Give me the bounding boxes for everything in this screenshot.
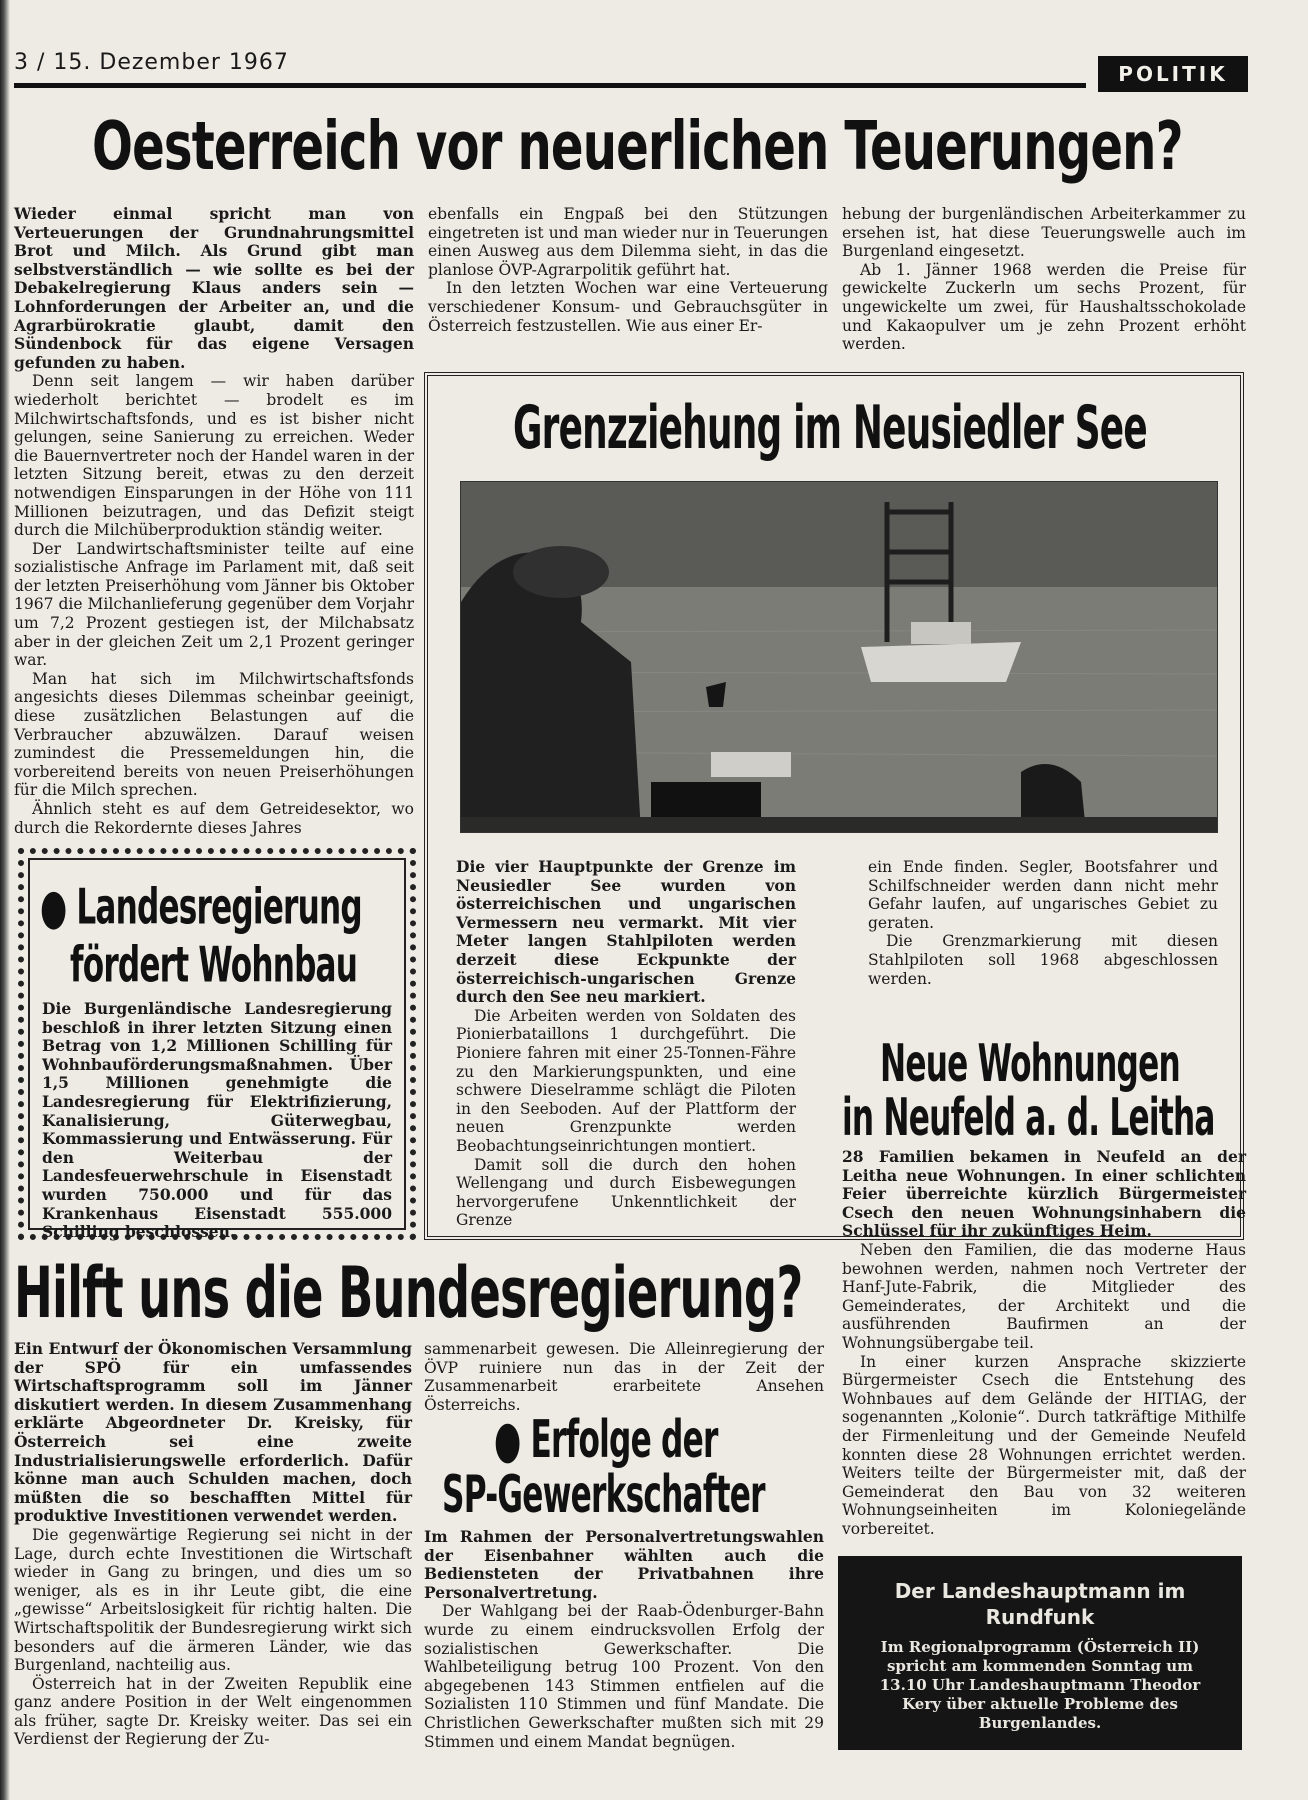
main-article-col2	[428, 205, 828, 335]
border-paragraph: Damit soll die durch den hohen Wellengang und durch Eisbewegungen hervorgerufene Unkenntlichkeit der Grenze	[456, 1155, 796, 1230]
main-paragraph: In den letzten Wochen war eine Verteuerung verschiedener Konsum- und Gebrauchsgüter in Österreich festzustellen. Wie aus einer Er-	[428, 279, 828, 335]
housing-box-text: Die Burgenländische Landesregierung beschloß in ihrer letzten Sitzung einen Betrag von 1,2 Millionen Schilling für Wohnbauförderungsmaßnahmen. Über 1,5 Millionen genehmigte die Landesregierung für Elektrifizierung, Kanalisierung, Güterwegbau, Kommassierung und Entwässerung. Für den Weiterbau der Landesfeuerwehrschule in Eisenstadt wurden 750.000 und für das Krankenhaus Eisenstadt 555.000 Schilling beschlossen.	[42, 999, 392, 1242]
union-headline-1: ● Erfolge der	[494, 1410, 718, 1470]
union-article-body	[424, 1528, 824, 1751]
border-article-col1	[456, 858, 796, 1230]
border-article-headline: Grenzziehung im Neusiedler See	[513, 392, 1147, 463]
neufeld-headline-2: in Neufeld a. d. Leitha	[842, 1088, 1215, 1148]
page-binding-shadow	[0, 0, 10, 1800]
main-lead-paragraph: Wieder einmal spricht man von Verteuerungen der Grundnahrungsmittel Brot und Milch. Als Grund gibt man selbstverständlich — wie sollte es bei der Debakelregierung Klaus anders sein — Lohnforderungen der Arbeiter an, und die Agrarbürokratie glaubt, damit den Sündenbock für das eigene Versagen gefunden zu haben.	[14, 204, 414, 372]
main-paragraph: Der Landwirtschaftsminister teilte auf eine sozialistische Anfrage im Parlament mit, daß seit der letzten Preiserhöhung vom Jänner bis Oktober 1967 die Milchanlieferung gegenüber dem Vorjahr um 7,2 Prozent gestiegen ist, der Milchabsatz aber in der gleichen Zeit um 2,1 Prozent geringer war.	[14, 539, 414, 670]
neufeld-article-body	[842, 1148, 1246, 1538]
header-rule	[14, 83, 1086, 88]
union-paragraph: Der Wahlgang bei der Raab-Ödenburger-Bahn wurde zu einem eindrucksvollen Erfolg der sozialistischen Gewerkschafter. Die Wahlbeteiligung betrug 100 Prozent. Von den abgegebenen 143 Stimmen entfielen auf die Sozialisten 110 Stimmen und fünf Mandate. Die Christlichen Gewerkschafter mußten sich mit 29 Stimmen und einem Mandat begnügen.	[424, 1602, 824, 1751]
federal-paragraph: Österreich hat in der Zweiten Republik eine ganz andere Position in der Welt eingenommen als früher, sagte Dr. Kreisky weiter. Das sei ein Verdienst der Regierung der Zu-	[14, 1674, 412, 1749]
border-lead-paragraph: Die vier Hauptpunkte der Grenze im Neusiedler See wurden von österreichischen und ungarischen Vermessern neu vermarkt. Mit vier Meter langen Stahlpiloten werden derzeit diese Eckpunkte der österreichisch-ungarischen Grenze durch den See neu markiert.	[456, 857, 796, 1007]
federal-article-col2	[424, 1340, 824, 1414]
border-paragraph: Die Grenzmarkierung mit diesen Stahlpiloten soll 1968 abgeschlossen werden.	[868, 932, 1218, 988]
union-lead-paragraph: Im Rahmen der Personalvertretungswahlen der Eisenbahner wählten auch die Bediensteten der Privatbahnen ihre Personalvertretung.	[424, 1527, 824, 1602]
housing-box-headline-2: fördert Wohnbau	[70, 936, 358, 994]
border-photo-image	[461, 482, 1217, 832]
border-paragraph: Die Arbeiten werden von Soldaten des Pionierbataillons 1 durchgeführt. Die Pioniere fahren mit einer 25-Tonnen-Fähre zu den Markierungspunkten, und eine schwere Dieselramme schlägt die Piloten in den Seeboden. Auf der Plattform der neuen Grenzpunkte werden Beobachtungseinrichtungen montiert.	[456, 1006, 796, 1155]
radio-box-title-1: Der Landeshauptmann im	[894, 1579, 1186, 1603]
federal-lead-paragraph: Ein Entwurf der Ökonomischen Versammlung der SPÖ für ein umfassendes Wirtschaftsprogramm soll im Jänner diskutiert werden. In diesem Zusammenhang erklärte Abgeordneter Dr. Kreisky, für Österreich sei eine zweite Industrialisierungswelle erforderlich. Dafür könne man auch Schulden machen, doch müßten die so beschafften Mittel für produktive Investitionen verwendet werden.	[14, 1339, 412, 1526]
main-article-col1	[14, 205, 414, 837]
union-headline-2: SP-Gewerkschafter	[442, 1465, 765, 1525]
main-paragraph: Denn seit langem — wir haben darüber wiederholt berichtet — brodelt es im Milchwirtschaftsfonds, und es ist bisher nicht gelungen, seine Sanierung zu erreichen. Weder die Bauernvertreter noch der Handel waren in der letzten Sitzung bereit, etwas zu den derzeit notwendigen Einsparungen in der Höhe von 111 Millionen beizutragen, und das Defizit steigt durch die Milchüberproduktion ständig weiter.	[14, 372, 414, 540]
main-paragraph: ebenfalls ein Engpaß bei den Stützungen eingetreten ist und man wieder nur in Teuerungen einen Ausweg aus dem Dilemma sieht, in das die planlose ÖVP-Agrarpolitik geführt hat.	[428, 205, 828, 279]
main-article-col3	[842, 205, 1246, 354]
federal-article-col1	[14, 1340, 412, 1749]
main-paragraph: Ähnlich steht es auf dem Getreidesektor, wo durch die Rekordernte dieses Jahres	[14, 800, 414, 837]
radio-box-body: Im Regionalprogramm (Österreich II) spricht am kommenden Sonntag um 13.10 Uhr Landeshauptmann Theodor Kery über aktuelle Probleme des Burgenlandes.	[879, 1638, 1201, 1732]
main-paragraph: Man hat sich im Milchwirtschaftsfonds angesichts dieses Dilemmas scheinbar geeinigt, diese zusätzlichen Belastungen auf die Verbraucher abzuwälzen. Darauf weisen zumindest die Pressemeldungen hin, die vorbereitend bereits von neuen Preiserhöhungen für die Milch sprechen.	[14, 669, 414, 800]
neufeld-paragraph: In einer kurzen Ansprache skizzierte Bürgermeister Csech die Entstehung des Wohnbaues auf dem Gelände der HITIAG, der sogenannten „Kolonie“. Durch tatkräftige Mithilfe der Firmenleitung und der Gemeinde Neufeld konnten diese 28 Wohnungen errichtet werden. Weiters teilte der Bürgermeister mit, daß der Gemeinderat den Bau von 32 weiteren Wohnungseinheiten im Koloniegelände vorbereitet.	[842, 1352, 1246, 1538]
main-headline: Oesterreich vor neuerlichen Teuerungen?	[92, 108, 1183, 186]
neufeld-lead-paragraph: 28 Familien bekamen in Neufeld an der Leitha neue Wohnungen. In einer schlichten Feier überreichte kürzlich Bürgermeister Csech den neuen Wohnungsinhabern die Schlüssel für ihr zukünftiges Heim.	[842, 1147, 1246, 1241]
neufeld-paragraph: Neben den Familien, die das moderne Haus bewohnen werden, nahmen noch Vertreter der Hanf-Jute-Fabrik, die Mitglieder des Gemeinderates, der Architekt und die ausführenden Baufirmen an der Wohnungsübergabe teil.	[842, 1240, 1246, 1352]
housing-box-headline-1: ● Landesregierung	[40, 878, 362, 936]
radio-box	[838, 1556, 1242, 1750]
federal-paragraph: sammenarbeit gewesen. Die Alleinregierung der ÖVP ruiniere nun das in der Zeit der Zusammenarbeit erarbeitete Ansehen Österreichs.	[424, 1340, 824, 1414]
border-article-col2	[868, 858, 1218, 988]
section-label: POLITIK	[1098, 56, 1248, 92]
federal-headline: Hilft uns die Bundesregierung?	[14, 1252, 803, 1334]
housing-box-body	[42, 1000, 392, 1242]
border-paragraph: ein Ende finden. Segler, Bootsfahrer und Schilfschneider werden dann nicht mehr Gefahr laufen, auf ungarisches Gebiet zu geraten.	[868, 858, 1218, 932]
border-photo	[460, 481, 1218, 833]
main-paragraph: Ab 1. Jänner 1968 werden die Preise für gewickelte Zuckerln um sechs Prozent, für ungewickelte um zwei, für Haushaltsschokolade und Kakaopulver um je zehn Prozent erhöht werden.	[842, 260, 1246, 354]
issue-date: 3 / 15. Dezember 1967	[14, 50, 289, 75]
neufeld-headline-1: Neue Wohnungen	[880, 1034, 1180, 1094]
federal-paragraph: Die gegenwärtige Regierung sei nicht in der Lage, durch echte Investitionen die Wirtschaft wieder in Gang zu bringen, und dies um so weniger, als es in ihr Leute gibt, die eine „gewisse“ Arbeitslosigkeit für richtig halten. Die Wirtschaftspolitik der Bundesregierung wirkt sich besonders auf die ärmeren Länder, wie das Burgenland, nachteilig aus.	[14, 1525, 412, 1675]
main-paragraph: hebung der burgenländischen Arbeiterkammer zu ersehen ist, hat diese Teuerungswelle auch im Burgenland eingesetzt.	[842, 205, 1246, 261]
radio-box-title-2: Rundfunk	[985, 1605, 1095, 1629]
